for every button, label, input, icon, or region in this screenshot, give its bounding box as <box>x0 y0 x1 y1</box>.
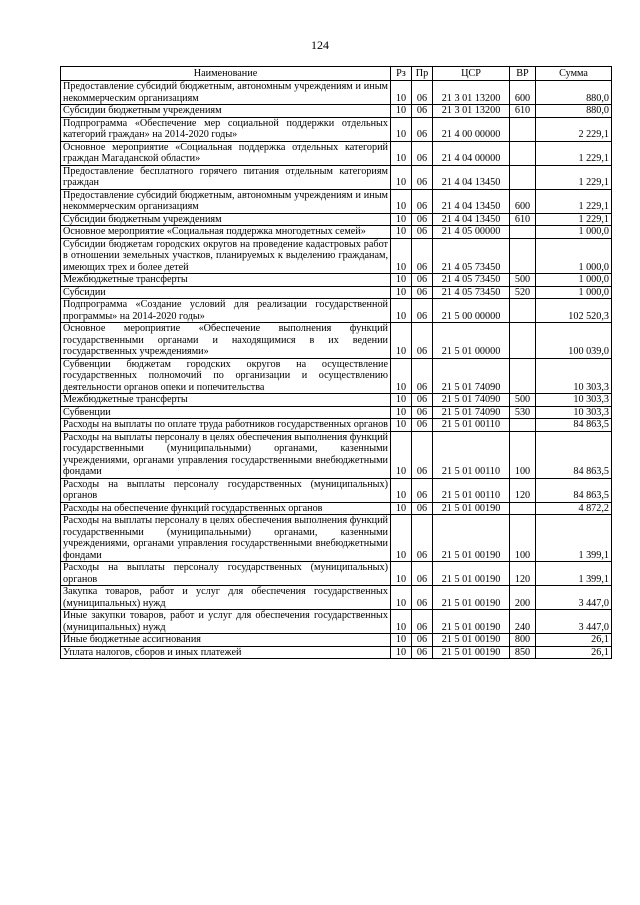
cell-rz: 10 <box>391 141 412 165</box>
cell-rz: 10 <box>391 117 412 141</box>
cell-csr: 21 3 01 13200 <box>433 81 510 105</box>
cell-rz: 10 <box>391 478 412 502</box>
cell-sum: 10 303,3 <box>536 358 612 394</box>
cell-name: Межбюджетные трансферты <box>61 274 391 287</box>
cell-pr: 06 <box>412 419 433 432</box>
cell-sum: 1 000,0 <box>536 274 612 287</box>
cell-csr: 21 4 04 13450 <box>433 189 510 213</box>
cell-vr: 200 <box>510 586 536 610</box>
cell-sum: 1 000,0 <box>536 226 612 239</box>
cell-csr: 21 4 05 73450 <box>433 238 510 274</box>
cell-pr: 06 <box>412 431 433 478</box>
cell-name: Подпрограмма «Создание условий для реализации государственной программы» на 2014-2020 годы» <box>61 299 391 323</box>
cell-name: Расходы на выплаты персоналу в целях обеспечения выполнения функций государственными (муниципальными) органами, казенными учреждениями, органами управления государственными внебюджетными фондами <box>61 431 391 478</box>
cell-csr: 21 5 01 00000 <box>433 323 510 359</box>
cell-sum: 84 863,5 <box>536 419 612 432</box>
table-row <box>61 646 612 659</box>
cell-csr: 21 5 01 74090 <box>433 394 510 407</box>
cell-name: Основное мероприятие «Социальная поддержка многодетных семей» <box>61 226 391 239</box>
cell-vr <box>510 165 536 189</box>
cell-vr: 120 <box>510 562 536 586</box>
cell-sum: 3 447,0 <box>536 610 612 634</box>
cell-pr: 06 <box>412 406 433 419</box>
page-number: 124 <box>311 38 329 52</box>
cell-pr: 06 <box>412 165 433 189</box>
cell-csr: 21 3 01 13200 <box>433 105 510 118</box>
cell-sum: 3 447,0 <box>536 586 612 610</box>
cell-sum: 1 399,1 <box>536 562 612 586</box>
table-row <box>61 105 612 118</box>
cell-name: Субсидии бюджетным учреждениям <box>61 105 391 118</box>
cell-csr: 21 5 00 00000 <box>433 299 510 323</box>
table-row <box>61 610 612 634</box>
cell-sum: 10 303,3 <box>536 394 612 407</box>
cell-name: Расходы на выплаты персоналу государственных (муниципальных) органов <box>61 478 391 502</box>
table-row <box>61 419 612 432</box>
cell-csr: 21 5 01 00110 <box>433 431 510 478</box>
cell-sum: 1 229,1 <box>536 165 612 189</box>
cell-name: Субсидии бюджетным учреждениям <box>61 213 391 226</box>
cell-name: Иные бюджетные ассигнования <box>61 634 391 647</box>
cell-rz: 10 <box>391 213 412 226</box>
cell-csr: 21 4 05 73450 <box>433 274 510 287</box>
cell-vr: 240 <box>510 610 536 634</box>
cell-sum: 10 303,3 <box>536 406 612 419</box>
header-name: Наименование <box>61 67 391 81</box>
table-header-row <box>61 67 612 81</box>
cell-rz: 10 <box>391 562 412 586</box>
table-row <box>61 394 612 407</box>
table-row <box>61 406 612 419</box>
cell-pr: 06 <box>412 586 433 610</box>
cell-csr: 21 5 01 00190 <box>433 515 510 562</box>
table-row <box>61 165 612 189</box>
cell-name: Расходы на обеспечение функций государственных органов <box>61 502 391 515</box>
cell-rz: 10 <box>391 105 412 118</box>
cell-csr: 21 4 05 73450 <box>433 286 510 299</box>
cell-name: Иные закупки товаров, работ и услуг для обеспечения государственных (муниципальных) нужд <box>61 610 391 634</box>
header-csr: ЦСР <box>433 67 510 81</box>
table-row <box>61 226 612 239</box>
header-sum: Сумма <box>536 67 612 81</box>
table-row <box>61 515 612 562</box>
table-row <box>61 586 612 610</box>
cell-sum: 880,0 <box>536 105 612 118</box>
table-row <box>61 286 612 299</box>
cell-name: Закупка товаров, работ и услуг для обеспечения государственных (муниципальных) нужд <box>61 586 391 610</box>
cell-vr <box>510 141 536 165</box>
table-row <box>61 323 612 359</box>
cell-pr: 06 <box>412 189 433 213</box>
table-row <box>61 431 612 478</box>
cell-pr: 06 <box>412 515 433 562</box>
cell-sum: 1 229,1 <box>536 213 612 226</box>
cell-sum: 26,1 <box>536 634 612 647</box>
cell-vr: 610 <box>510 105 536 118</box>
cell-rz: 10 <box>391 502 412 515</box>
cell-pr: 06 <box>412 226 433 239</box>
cell-rz: 10 <box>391 358 412 394</box>
cell-sum: 880,0 <box>536 81 612 105</box>
cell-rz: 10 <box>391 286 412 299</box>
cell-csr: 21 5 01 00190 <box>433 634 510 647</box>
table-row <box>61 502 612 515</box>
cell-rz: 10 <box>391 274 412 287</box>
cell-csr: 21 5 01 74090 <box>433 358 510 394</box>
cell-rz: 10 <box>391 226 412 239</box>
cell-vr: 120 <box>510 478 536 502</box>
cell-sum: 84 863,5 <box>536 431 612 478</box>
cell-vr: 800 <box>510 634 536 647</box>
cell-csr: 21 4 04 13450 <box>433 213 510 226</box>
cell-sum: 2 229,1 <box>536 117 612 141</box>
cell-csr: 21 5 01 00190 <box>433 646 510 659</box>
cell-pr: 06 <box>412 117 433 141</box>
cell-sum: 1 229,1 <box>536 141 612 165</box>
cell-vr <box>510 238 536 274</box>
cell-vr <box>510 358 536 394</box>
cell-rz: 10 <box>391 189 412 213</box>
cell-name: Основное мероприятие «Социальная поддержка отдельных категорий граждан Магаданской области» <box>61 141 391 165</box>
cell-pr: 06 <box>412 274 433 287</box>
cell-sum: 100 039,0 <box>536 323 612 359</box>
cell-sum: 26,1 <box>536 646 612 659</box>
table-row <box>61 478 612 502</box>
cell-vr: 600 <box>510 81 536 105</box>
cell-rz: 10 <box>391 299 412 323</box>
cell-csr: 21 4 04 00000 <box>433 141 510 165</box>
cell-pr: 06 <box>412 478 433 502</box>
cell-pr: 06 <box>412 394 433 407</box>
cell-csr: 21 4 04 13450 <box>433 165 510 189</box>
cell-csr: 21 5 01 00110 <box>433 478 510 502</box>
cell-name: Субсидии бюджетам городских округов на проведение кадастровых работ в отношении земельных участков, планируемых к выделению гражданам, имеющих трех и более детей <box>61 238 391 274</box>
cell-rz: 10 <box>391 165 412 189</box>
cell-vr <box>510 502 536 515</box>
cell-sum: 102 520,3 <box>536 299 612 323</box>
cell-rz: 10 <box>391 646 412 659</box>
cell-name: Субвенции бюджетам городских округов на осуществление государственных полномочий по организации и осуществлению деятельности органов опеки и попечительства <box>61 358 391 394</box>
cell-pr: 06 <box>412 502 433 515</box>
cell-rz: 10 <box>391 238 412 274</box>
cell-pr: 06 <box>412 286 433 299</box>
cell-name: Предоставление субсидий бюджетным, автономным учреждениям и иным некоммерческим организациям <box>61 81 391 105</box>
cell-name: Расходы на выплаты персоналу в целях обеспечения выполнения функций государственными (муниципальными) органами, казенными учреждениями, органами управления государственными внебюджетными фондами <box>61 515 391 562</box>
cell-csr: 21 5 01 00190 <box>433 586 510 610</box>
cell-sum: 1 000,0 <box>536 286 612 299</box>
cell-name: Расходы на выплаты по оплате труда работников государственных органов <box>61 419 391 432</box>
table-row <box>61 141 612 165</box>
cell-name: Подпрограмма «Обеспечение мер социальной поддержки отдельных категорий граждан» на 2014-2020 годы» <box>61 117 391 141</box>
cell-vr <box>510 226 536 239</box>
cell-csr: 21 4 00 00000 <box>433 117 510 141</box>
cell-vr <box>510 419 536 432</box>
cell-vr: 100 <box>510 515 536 562</box>
table-body <box>61 81 612 659</box>
cell-pr: 06 <box>412 141 433 165</box>
header-pr: Пр <box>412 67 433 81</box>
cell-pr: 06 <box>412 238 433 274</box>
cell-rz: 10 <box>391 431 412 478</box>
cell-vr <box>510 117 536 141</box>
cell-name: Межбюджетные трансферты <box>61 394 391 407</box>
cell-pr: 06 <box>412 358 433 394</box>
table-row <box>61 634 612 647</box>
header-vr: ВР <box>510 67 536 81</box>
cell-pr: 06 <box>412 323 433 359</box>
cell-pr: 06 <box>412 213 433 226</box>
cell-csr: 21 5 01 00190 <box>433 502 510 515</box>
table-row <box>61 299 612 323</box>
cell-name: Предоставление бесплатного горячего питания отдельным категориям граждан <box>61 165 391 189</box>
cell-sum: 1 399,1 <box>536 515 612 562</box>
table-row <box>61 189 612 213</box>
cell-pr: 06 <box>412 634 433 647</box>
table-row <box>61 274 612 287</box>
table-row <box>61 213 612 226</box>
header-rz: Рз <box>391 67 412 81</box>
cell-rz: 10 <box>391 419 412 432</box>
cell-pr: 06 <box>412 610 433 634</box>
table-row <box>61 562 612 586</box>
cell-csr: 21 5 01 74090 <box>433 406 510 419</box>
cell-rz: 10 <box>391 406 412 419</box>
cell-sum: 1 000,0 <box>536 238 612 274</box>
cell-name: Субвенции <box>61 406 391 419</box>
cell-sum: 4 872,2 <box>536 502 612 515</box>
budget-table <box>60 66 612 659</box>
cell-vr: 500 <box>510 394 536 407</box>
cell-vr: 600 <box>510 189 536 213</box>
table-row <box>61 238 612 274</box>
cell-rz: 10 <box>391 394 412 407</box>
cell-rz: 10 <box>391 515 412 562</box>
cell-vr: 520 <box>510 286 536 299</box>
cell-csr: 21 4 05 00000 <box>433 226 510 239</box>
cell-pr: 06 <box>412 299 433 323</box>
cell-pr: 06 <box>412 81 433 105</box>
cell-vr: 610 <box>510 213 536 226</box>
cell-pr: 06 <box>412 105 433 118</box>
cell-csr: 21 5 01 00190 <box>433 610 510 634</box>
cell-rz: 10 <box>391 323 412 359</box>
table-row <box>61 81 612 105</box>
cell-name: Основное мероприятие «Обеспечение выполнения функций государственными органами и находящимися в их ведении государственных учреждениями» <box>61 323 391 359</box>
cell-vr <box>510 323 536 359</box>
cell-vr: 500 <box>510 274 536 287</box>
cell-vr <box>510 299 536 323</box>
cell-sum: 84 863,5 <box>536 478 612 502</box>
cell-name: Субсидии <box>61 286 391 299</box>
cell-pr: 06 <box>412 562 433 586</box>
cell-rz: 10 <box>391 586 412 610</box>
table-row <box>61 117 612 141</box>
cell-rz: 10 <box>391 610 412 634</box>
table-row <box>61 358 612 394</box>
cell-vr: 850 <box>510 646 536 659</box>
cell-vr: 530 <box>510 406 536 419</box>
cell-name: Предоставление субсидий бюджетным, автономным учреждениям и иным некоммерческим организациям <box>61 189 391 213</box>
cell-name: Расходы на выплаты персоналу государственных (муниципальных) органов <box>61 562 391 586</box>
cell-sum: 1 229,1 <box>536 189 612 213</box>
cell-csr: 21 5 01 00110 <box>433 419 510 432</box>
cell-pr: 06 <box>412 646 433 659</box>
cell-rz: 10 <box>391 81 412 105</box>
cell-vr: 100 <box>510 431 536 478</box>
cell-name: Уплата налогов, сборов и иных платежей <box>61 646 391 659</box>
cell-csr: 21 5 01 00190 <box>433 562 510 586</box>
cell-rz: 10 <box>391 634 412 647</box>
